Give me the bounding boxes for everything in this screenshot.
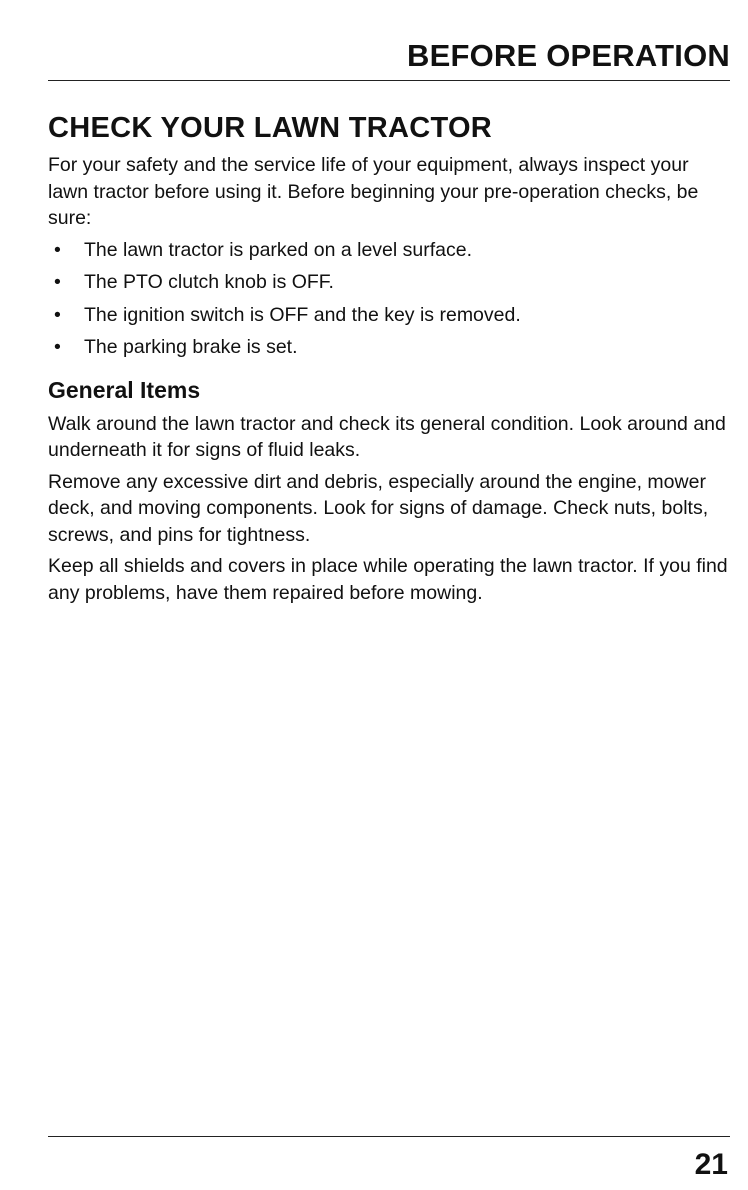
footer-divider — [48, 1136, 730, 1137]
general-items-paragraph: Keep all shields and covers in place while operating the lawn tractor. If you find any problems, have them repaired before mowing. — [48, 555, 728, 604]
general-items-heading: General Items — [48, 376, 201, 403]
list-item-text: The PTO clutch knob is OFF. — [84, 271, 334, 293]
list-item — [48, 334, 732, 361]
bullet-icon: • — [54, 336, 61, 358]
list-item-text: The parking brake is set. — [84, 336, 298, 358]
list-item-text: The lawn tractor is parked on a level surface. — [84, 238, 473, 261]
bullet-icon: • — [54, 238, 61, 261]
list-item — [48, 302, 732, 329]
general-items-paragraph: Walk around the lawn tractor and check its general condition. Look around and underneath it for signs of fluid leaks. — [48, 412, 726, 461]
list-item — [48, 269, 732, 296]
general-items-paragraph: Remove any excessive dirt and debris, especially around the engine, mower deck, and moving components. Look for signs of damage. Check nuts, bolts, screws, and pins for tightness. — [48, 470, 709, 546]
section-header: BEFORE OPERATION — [407, 38, 730, 73]
bullet-icon: • — [54, 303, 61, 326]
intro-paragraph: For your safety and the service life of your equipment, always inspect your lawn tractor before using it. Before beginning your pre-operation checks, be sure: — [48, 154, 699, 229]
page-title: CHECK YOUR LAWN TRACTOR — [48, 112, 493, 144]
page-content — [48, 110, 732, 611]
header-divider — [48, 80, 730, 81]
list-item-text: The ignition switch is OFF and the key is removed. — [84, 303, 521, 326]
pre-check-list — [48, 237, 732, 361]
list-item — [48, 237, 732, 264]
bullet-icon: • — [54, 271, 61, 293]
page-number: 21 — [694, 1148, 728, 1181]
